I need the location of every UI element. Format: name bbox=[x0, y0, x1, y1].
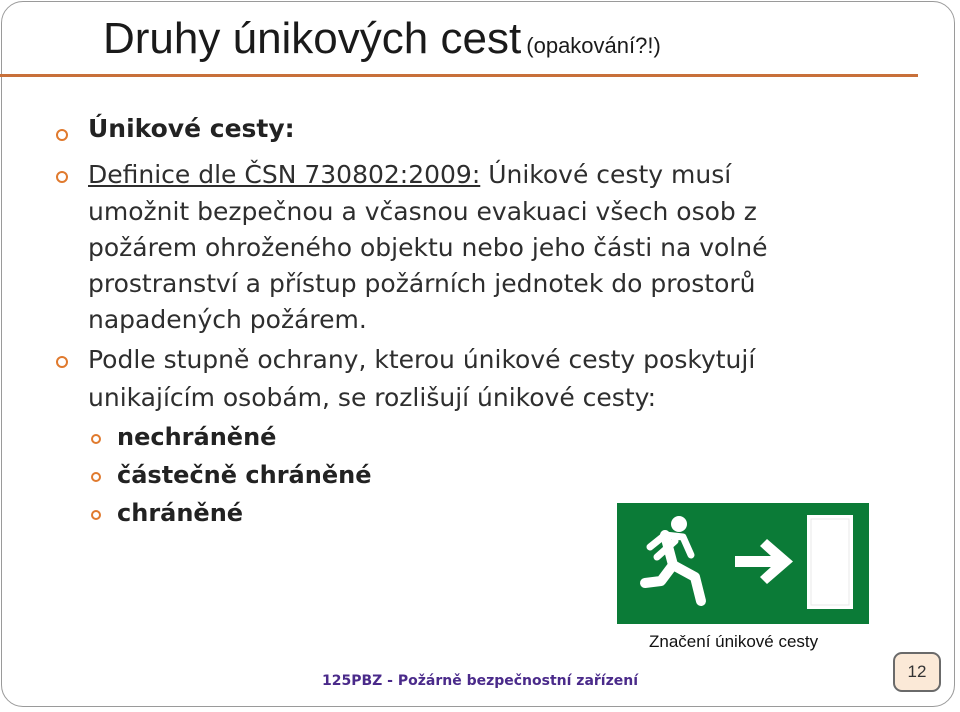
emergency-exit-running-man-icon bbox=[617, 503, 869, 624]
bullet-marker bbox=[56, 129, 68, 141]
definition-label: Definice dle ČSN 730802:2009: bbox=[88, 160, 481, 189]
subitem-chranene: chráněné bbox=[117, 499, 244, 527]
sign-caption: Značení únikové cesty bbox=[649, 632, 819, 651]
emergency-exit-sign bbox=[617, 503, 869, 624]
subitem-nechranene: nechráněné bbox=[117, 423, 277, 451]
title-main: Druhy únikových cest bbox=[103, 14, 522, 63]
sub-bullet-marker bbox=[91, 510, 101, 520]
footer-course: 125PBZ - Požárně bezpečnostní zařízení bbox=[322, 673, 639, 689]
definition-line-1 bbox=[88, 160, 731, 189]
definition-line-3: požárem ohroženého objektu nebo jeho části na volné bbox=[88, 233, 768, 262]
title-sub: (opakování?!) bbox=[526, 33, 661, 58]
definition-text: Únikové cesty musí bbox=[480, 160, 732, 189]
page-title bbox=[103, 14, 661, 64]
protection-line-1: Podle stupně ochrany, kterou únikové cesty poskytují bbox=[88, 345, 756, 374]
bullet-marker bbox=[56, 356, 68, 368]
page-number-box bbox=[893, 652, 941, 692]
sub-bullet-marker bbox=[91, 434, 101, 444]
subitem-castecne-chranene: částečně chráněné bbox=[117, 461, 372, 489]
title-rule bbox=[0, 74, 918, 77]
heading-unikove-cesty: Únikové cesty: bbox=[88, 114, 295, 143]
definition-line-2: umožnit bezpečnou a včasnou evakuaci všech osob z bbox=[88, 197, 757, 226]
bullet-marker bbox=[56, 171, 68, 183]
page-number: 12 bbox=[907, 662, 927, 681]
sub-bullet-marker bbox=[91, 472, 101, 482]
definition-line-4: prostranství a přístup požárních jednotek do prostorů bbox=[88, 269, 756, 298]
definition-line-5: napadených požárem. bbox=[88, 305, 367, 334]
protection-line-2: unikajícím osobám, se rozlišují únikové cesty: bbox=[88, 383, 657, 412]
